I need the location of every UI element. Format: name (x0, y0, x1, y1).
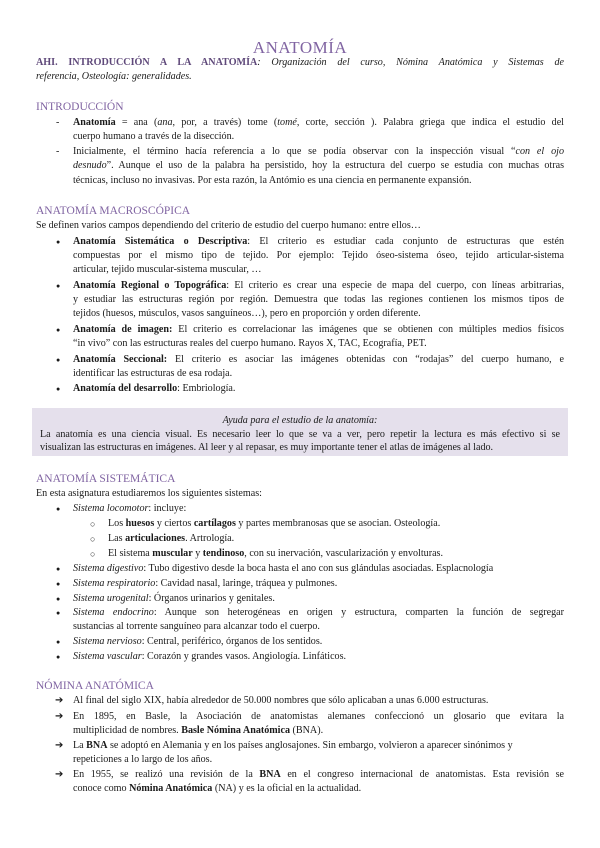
text-run: Los (108, 518, 126, 529)
text-run: . Artrología. (185, 533, 235, 544)
sist-locomotor: Sistema locomotor: incluye: (73, 503, 187, 514)
intro-para-1-line-2: cuerpo humano a través de la disección. (73, 131, 235, 142)
text-run: ana (157, 117, 173, 128)
arrow-bullet: ➔ (55, 711, 64, 722)
text-run: muscular (152, 548, 193, 559)
macro-item-2-line-3: tejidos (huesos, músculos, vasos sanguíneos…), pero en proporción y orden diferente. (73, 308, 421, 319)
intro-para-1-line-1 (73, 117, 564, 129)
chapter-header (36, 57, 564, 69)
bullet-dot: ● (56, 653, 61, 661)
study-tip-title: Ayuda para el estudio de la anatomía: (222, 415, 378, 426)
text-run: BNA (86, 740, 108, 751)
sist-respiratorio: Sistema respiratorio: Cavidad nasal, laringe, tráquea y pulmones. (73, 578, 338, 589)
text-run: y partes membranosas que se asocian. Osteología. (235, 518, 441, 529)
intro-para-2-line-3: técnicas, incluso no invasivas. Por esta razón, la Antómio es una ciencia en permanente expansión. (73, 175, 472, 186)
sist-nervioso: Sistema nervioso: Central, periférico, órganos de los sentidos. (73, 636, 323, 647)
nomina-item-4-line-1 (73, 769, 564, 781)
bullet-dot: ● (56, 505, 61, 513)
bullet-dot: ● (56, 385, 61, 393)
macro-item-1-line-1: Anatomía Sistemática o Descriptiva: El criterio es estudiar cada conjunto de estructuras que estén (73, 236, 564, 247)
intro-para-2-line-2: desnudo”. Aunque el uso de la palabra ha persistido, hoy la estructura del cuerpo se estudia con muchas otras (73, 160, 564, 171)
nomina-item-3-line-1 (73, 740, 513, 752)
macro-item-2-line-1: Anatomía Regional o Topográfica: El criterio es crear una especie de mapa del cuerpo, con líneas arbitrarias, (73, 280, 565, 291)
macro-item-3-line-1: Anatomía de imagen: El criterio es correlacionar las imágenes que se obtienen con múltiples medios físicos (73, 324, 564, 335)
nomina-item-1: Al final del siglo XIX, había alrededor de 50.000 nombres que sólo aplicaban a unas 6.000 estructuras. (73, 695, 489, 706)
text-run: , corte, sección ). Palabra griega que indica el estudio del (296, 117, 564, 128)
text-run: se adoptó en Alemania y en los países anglosajones. Sin embargo, volvieron a aparecer sinónimos y (107, 740, 513, 751)
macro-item-5: Anatomía del desarrollo: Embriología. (73, 383, 236, 394)
bullet-dot: ● (56, 595, 61, 603)
nomina-item-2-line-2 (73, 725, 323, 737)
sist-urogenital: Sistema urogenital: Órganos urinarios y genitales. (73, 593, 275, 604)
text-run: cartílagos (193, 518, 236, 529)
macro-item-4-line-2: identificar las estructuras de esa rodaja. (73, 368, 233, 379)
text-run: y ciertos (154, 518, 194, 529)
bullet-dot: ● (56, 238, 61, 246)
bullet-dot: ● (56, 565, 61, 573)
chapter-subtitle-cont: referencia, Osteología: generalidades. (36, 71, 192, 82)
arrow-bullet: ➔ (55, 695, 64, 706)
sist-locomotor-sub-1 (108, 518, 440, 530)
macro-item-1-line-2: compuestas por el mismo tipo de tejido. Por ejemplo: Tejido óseo-sistema óseo, tejido articular-sistema (73, 250, 564, 261)
text-run: tomé (277, 117, 297, 128)
text-run: multiplicidad de nombres. (73, 725, 182, 736)
sist-vascular: Sistema vascular: Corazón y grandes vasos. Angiología. Linfáticos. (73, 651, 347, 662)
nomina-item-2-line-1: En 1895, en Basle, la Asociación de anatomistas alemanes confeccionó un glosario que evitara la (73, 711, 564, 722)
text-run: , con su inervación, vascularización y envolturas. (244, 548, 444, 559)
chapter-label: AHI. INTRODUCCIÓN A LA ANATOMÍA (36, 57, 258, 68)
sist-digestivo: Sistema digestivo: Tubo digestivo desde la boca hasta el ano con sus glándulas asociadas. Esplacnología (73, 563, 494, 574)
study-tip-line-2: visualizan las estructuras en imágenes. Al leer y al repasar, es muy importante tener el atlas de imágenes al lado. (40, 442, 494, 453)
circle-bullet: ○ (90, 534, 96, 544)
text-run: y (192, 548, 203, 559)
section-heading-sistematica: ANATOMÍA SISTEMÁTICA (36, 473, 176, 485)
text-run: BNA (259, 769, 281, 780)
section-heading-macroscopica: ANATOMÍA MACROSCÓPICA (36, 205, 191, 217)
bullet-dot: ● (56, 580, 61, 588)
arrow-bullet: ➔ (55, 769, 64, 780)
text-run: Nómina Anatómica (129, 783, 213, 794)
macro-item-4-line-1: Anatomía Seccional: El criterio es asociar las imágenes obtenidas con “rodajas” del cuerpo humano, e (73, 354, 565, 365)
circle-bullet: ○ (90, 519, 96, 529)
macro-item-3-line-2: “in vivo” con las estructuras reales del cuerpo humano. Rayos X, TAC, Ecografía, PET. (73, 338, 427, 349)
nomina-item-4-line-2 (73, 783, 361, 795)
bullet-dot: ● (56, 282, 61, 290)
text-run: articulaciones (125, 533, 186, 544)
sist-intro: En esta asignatura estudiaremos los siguientes sistemas: (36, 488, 262, 499)
dash-bullet: - (56, 117, 60, 128)
arrow-bullet: ➔ (55, 740, 64, 751)
bullet-dot: ● (56, 638, 61, 646)
intro-para-2-line-1: Inicialmente, el término hacía referencia a lo que se podía observar con la inspección visual “con el ojo (73, 146, 564, 157)
text-run: en el congreso internacional de anatomistas. Esta revisión se (280, 769, 564, 780)
macro-item-2-line-2: y estudiar las estructuras región por región. Demuestra que todas las regiones contienen los mismos tipos de (73, 294, 564, 305)
sist-locomotor-sub-2 (108, 533, 234, 545)
text-run: El sistema (108, 548, 153, 559)
circle-bullet: ○ (90, 549, 96, 559)
dash-bullet: - (56, 146, 60, 157)
section-heading-nomina: NÓMINA ANATÓMICA (36, 680, 154, 692)
bullet-dot: ● (56, 356, 61, 364)
text-run: La (73, 740, 87, 751)
text-run: Anatomía (73, 117, 116, 128)
chapter-subtitle: : Organización del curso, Nómina Anatómica y Sistemas de (257, 57, 564, 68)
text-run: (NA) y es la oficial en la actualidad. (212, 783, 362, 794)
text-run: tendinoso (202, 548, 245, 559)
text-run: Basle Nómina Anatómica (181, 725, 291, 736)
text-run: En 1955, se realizó una revisión de la (73, 769, 260, 780)
sist-locomotor-sub-3 (108, 548, 443, 560)
section-heading-introduccion: INTRODUCCIÓN (36, 101, 124, 113)
bullet-dot: ● (56, 609, 61, 617)
sist-endocrino-line-2: sustancias al torrente sanguíneo para alcanzar todo el cuerpo. (73, 621, 320, 632)
text-run: , por, a través) tome ( (172, 117, 278, 128)
page-title: ANATOMÍA (252, 38, 348, 57)
bullet-dot: ● (56, 326, 61, 334)
text-run: = ana ( (115, 117, 158, 128)
macro-intro: Se definen varios campos dependiendo del criterio de estudio del cuerpo humano: entre ellos… (36, 220, 421, 231)
text-run: huesos (125, 518, 155, 529)
sist-endocrino-line-1: Sistema endocrino: Aunque son heterogéneas en origen y estructura, comparten la función de segregar (73, 607, 564, 618)
text-run: conoce como (73, 783, 130, 794)
macro-item-1-line-3: articular, tejido muscular-sistema muscular, … (73, 264, 262, 275)
text-run: (BNA). (290, 725, 324, 736)
nomina-item-3-line-2: repeticiones a lo largo de los años. (73, 754, 213, 765)
text-run: Las (108, 533, 126, 544)
study-tip-line-1: La anatomía es una ciencia visual. Es necesario leer lo que se va a ver, pero repetir la lectura es más efectivo si se (40, 429, 560, 440)
